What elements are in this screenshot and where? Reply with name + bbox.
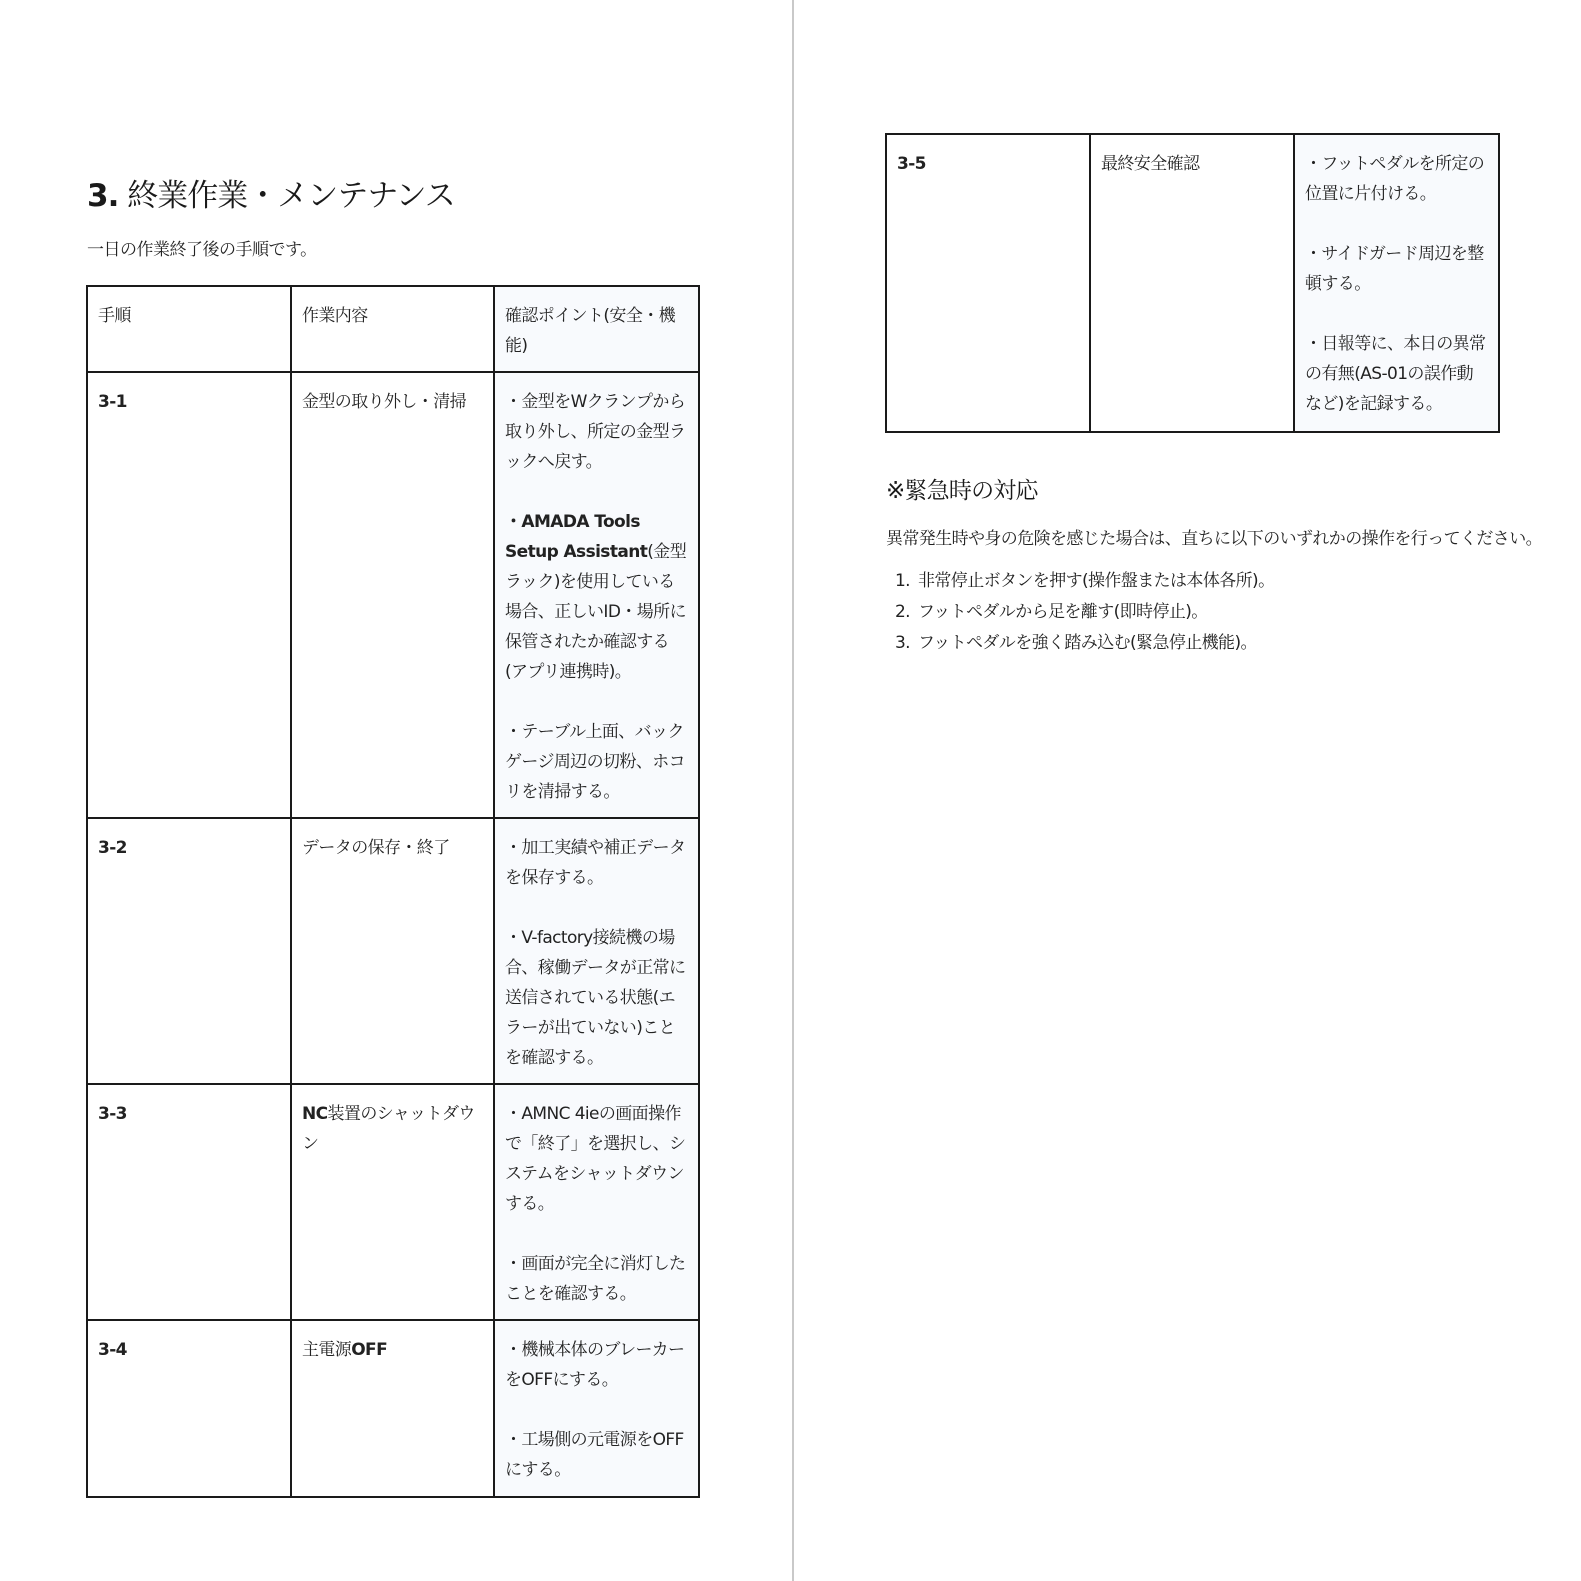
section-title-text: 終業作業・メンテナンス	[127, 178, 455, 214]
check-point: ・V-factory接続機の場合、稼働データが正常に送信されている状態(エラーが出ていない)ことを確認する。	[505, 928, 686, 1068]
step-id: 3-4	[87, 1320, 291, 1497]
check-point: ・機械本体のブレーカーをOFFにする。	[505, 1340, 685, 1390]
step-task: 最終安全確認	[1090, 134, 1294, 432]
table-row	[87, 1320, 699, 1497]
check-point: ・日報等に、本日の異常の有無(AS-01の誤作動など)を記録する。	[1305, 334, 1486, 414]
procedure-table-continued	[885, 133, 1500, 433]
step-id: 3-3	[87, 1084, 291, 1320]
check-point	[505, 507, 688, 687]
step-task-text: 装置のシャットダウン	[302, 1104, 475, 1154]
right-page	[794, 0, 1581, 1581]
table-row	[886, 134, 1499, 432]
table-row	[87, 372, 699, 818]
header-task: 作業内容	[291, 286, 494, 372]
check-point: ・テーブル上面、バックゲージ周辺の切粉、ホコリを清掃する。	[505, 722, 686, 802]
list-item-text: フットペダルを強く踏み込む(緊急停止機能)。	[918, 633, 1257, 653]
list-item-text: フットペダルから足を離す(即時停止)。	[918, 602, 1208, 622]
step-check-points	[494, 1320, 699, 1497]
step-task-text: 主電源	[302, 1340, 352, 1360]
step-task-strong: OFF	[351, 1340, 388, 1360]
check-point-text: (金型ラック)を使用している場合、正しいID・場所に保管されたか確認する(アプリ連携時)。	[505, 542, 687, 682]
table-row	[87, 1084, 699, 1320]
procedure-table	[86, 285, 700, 1498]
emergency-title: ※緊急時の対応	[886, 478, 1038, 504]
emergency-description: 異常発生時や身の危険を感じた場合は、直ちに以下のいずれかの操作を行ってください。	[886, 529, 1542, 549]
list-item-number: 1.	[894, 571, 910, 591]
section-number: 3.	[87, 178, 119, 214]
step-id: 3-5	[886, 134, 1090, 432]
section-title	[87, 170, 455, 215]
step-task	[291, 1320, 494, 1497]
emergency-steps-list	[886, 566, 1274, 659]
step-check-points	[494, 1084, 699, 1320]
check-point: ・金型をWクランプから取り外し、所定の金型ラックへ戻す。	[505, 392, 686, 472]
list-item	[886, 628, 1274, 659]
step-task	[291, 1084, 494, 1320]
check-point-bold: AMADA Tools Setup Assistant	[505, 512, 648, 562]
check-point: ・AMNC 4ieの画面操作で「終了」を選択し、システムをシャットダウンする。	[505, 1104, 686, 1214]
step-task-strong: NC	[302, 1104, 328, 1124]
header-check-points: 確認ポイント(安全・機能)	[494, 286, 699, 372]
list-item	[886, 597, 1274, 628]
header-step: 手順	[87, 286, 291, 372]
step-check-points	[494, 372, 699, 818]
check-point-prefix: ・	[505, 512, 522, 532]
list-item	[886, 566, 1274, 597]
table-header-row	[87, 286, 699, 372]
list-item-number: 2.	[894, 602, 910, 622]
step-id: 3-2	[87, 818, 291, 1084]
list-item-number: 3.	[894, 633, 910, 653]
step-id: 3-1	[87, 372, 291, 818]
check-point: ・画面が完全に消灯したことを確認する。	[505, 1254, 686, 1304]
check-point: ・加工実績や補正データを保存する。	[505, 838, 686, 888]
step-task: 金型の取り外し・清掃	[291, 372, 494, 818]
check-point: ・サイドガード周辺を整頓する。	[1305, 244, 1484, 294]
step-check-points	[494, 818, 699, 1084]
step-task: データの保存・終了	[291, 818, 494, 1084]
check-point: ・工場側の元電源をOFFにする。	[505, 1430, 684, 1480]
step-check-points	[1294, 134, 1499, 432]
section-intro: 一日の作業終了後の手順です。	[87, 240, 317, 260]
table-row	[87, 818, 699, 1084]
check-point: ・フットペダルを所定の位置に片付ける。	[1305, 154, 1485, 204]
list-item-text: 非常停止ボタンを押す(操作盤または本体各所)。	[918, 571, 1275, 591]
